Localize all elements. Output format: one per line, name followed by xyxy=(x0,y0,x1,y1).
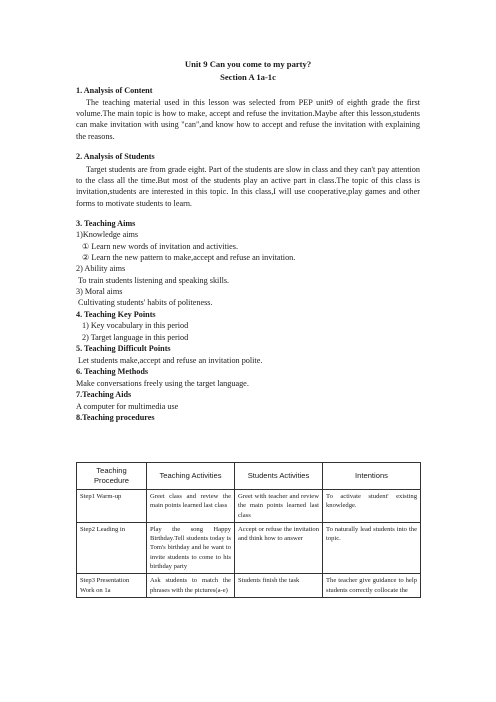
aims-moral-label: 3) Moral aims xyxy=(76,287,123,296)
table-header-row xyxy=(77,463,421,490)
header-intentions: Intentions xyxy=(323,463,421,490)
table-row xyxy=(77,490,421,523)
table-cell: Greet with teacher and review the main points learned last class xyxy=(235,490,323,523)
table-cell: Ask students to match the phrases with the pictures(a-e) xyxy=(147,574,235,598)
table-cell: Accept or refuse the invitation and think how to answer xyxy=(235,522,323,573)
aids-text: A computer for multimedia use xyxy=(76,402,179,411)
aims-knowledge-label: 1)Knowledge aims xyxy=(76,230,139,239)
section-heading-methods: 6. Teaching Methods xyxy=(76,367,149,376)
aims-knowledge-item-2: ② Learn the new pattern to make,accept and refuse an invitation. xyxy=(82,253,296,262)
section-text-students xyxy=(76,164,420,209)
section-heading-difficult-points: 5. Teaching Difficult Points xyxy=(76,344,171,353)
header-procedure: Teaching Procedure xyxy=(77,463,147,490)
table-cell: Greet class and review the main points learned last class xyxy=(147,490,235,523)
procedures-table xyxy=(76,462,421,598)
table-cell: Step2 Leading in xyxy=(77,522,147,573)
key-point-1: 1) Key vocabulary in this period xyxy=(82,321,189,330)
content-paragraph: The teaching material used in this lesson was selected from PEP unit9 of eighth grade the first volume.The main topic is how to make, accept and refuse the invitation.Maybe after this lesson,students can make invitation with using "can",and know how to accept and refuse the invitation with explaining the reasons. xyxy=(76,98,420,141)
header-students-activities: Students Activities xyxy=(235,463,323,490)
section-heading-students: 2. Analysis of Students xyxy=(76,152,155,161)
table-cell: Play the song Happy Birthday.Tell students today is Tom's birthday and he want to invite students to come to his birthday party xyxy=(147,522,235,573)
table-cell: Step3 Presentation Work on 1a xyxy=(77,574,147,598)
table-row xyxy=(77,522,421,573)
document-title: Unit 9 Can you come to my party? xyxy=(184,59,312,69)
table-cell: The teacher give guidance to help students correctly collocate the xyxy=(323,574,421,598)
table-row xyxy=(77,574,421,598)
section-heading-aids: 7.Teaching Aids xyxy=(76,390,132,399)
section-text-content xyxy=(76,97,420,142)
table-cell: To naturally lead students into the topic. xyxy=(323,522,421,573)
methods-text: Make conversations freely using the target language. xyxy=(76,379,249,388)
table-cell: Students finish the task xyxy=(235,574,323,598)
aims-ability-text: To train students listening and speaking skills. xyxy=(78,276,230,285)
section-heading-content: 1. Analysis of Content xyxy=(76,86,153,95)
table-cell: To activate student' existing knowledge. xyxy=(323,490,421,523)
aims-knowledge-item-1: ① Learn new words of invitation and activities. xyxy=(82,242,239,251)
document-subtitle: Section A 1a-1c xyxy=(220,72,276,82)
key-point-2: 2) Target language in this period xyxy=(82,333,189,342)
section-heading-procedures: 8.Teaching procedures xyxy=(76,413,155,422)
table-cell: Step1 Warm-up xyxy=(77,490,147,523)
section-heading-key-points: 4. Teaching Key Points xyxy=(76,310,156,319)
students-paragraph: Target students are from grade eight. Part of the students are slow in class and they can't pay attention to the class all the time.But most of the students play an active part in class.The topic of this class is invitation,students are interested in this topic. In this class,I will use cooperative,play games and other forms to motivate students to learn. xyxy=(76,165,420,208)
aims-moral-text: Cultivating students' habits of politeness. xyxy=(78,298,213,307)
difficult-points-text: Let students make,accept and refuse an invitation polite. xyxy=(78,356,263,365)
aims-ability-label: 2) Ability aims xyxy=(76,264,126,273)
section-heading-aims: 3. Teaching Aims xyxy=(76,219,136,228)
header-teaching-activities: Teaching Activities xyxy=(147,463,235,490)
